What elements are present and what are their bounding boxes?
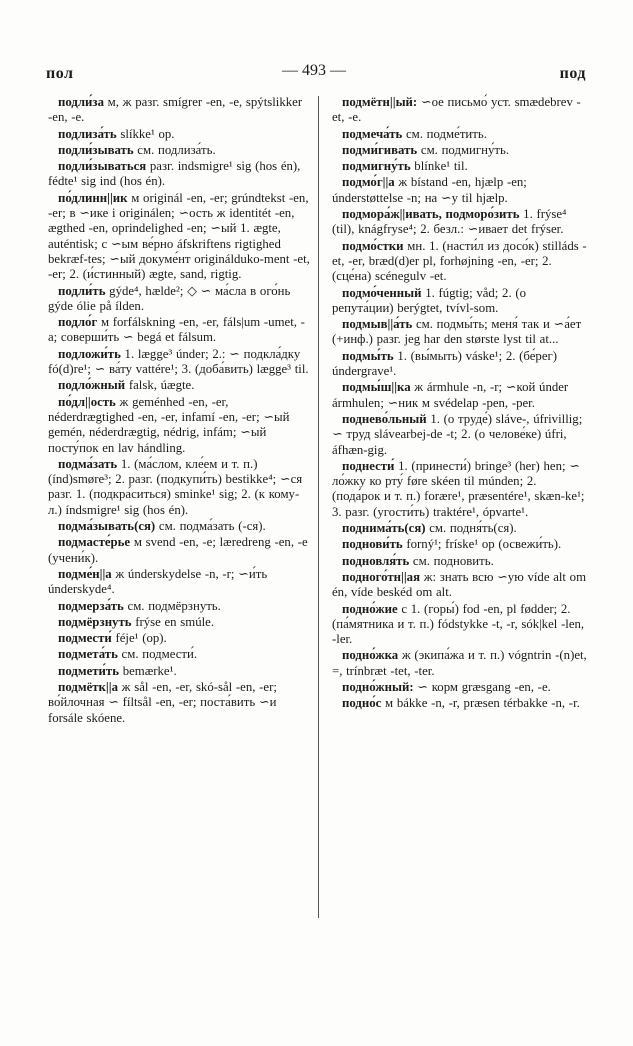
entry-definition: bemærke¹. (119, 663, 177, 678)
dictionary-entry (332, 680, 588, 695)
entry-headword: подмо́стки (342, 238, 404, 253)
entry-definition: blínke¹ til. (410, 159, 468, 174)
entry-definition: м, ж разг. smígrer -en, -e, spýtslikker -en, -e. (48, 95, 303, 125)
dictionary-entry (332, 412, 588, 458)
entry-headword: подложи́ть (58, 346, 121, 361)
dictionary-entry (332, 696, 588, 711)
dictionary-entry (332, 159, 588, 174)
dictionary-entry (332, 521, 588, 536)
entry-headword: подмети́ть (58, 663, 119, 678)
entry-headword: подно́жие (342, 601, 398, 616)
entry-headword: поднови́ть (342, 537, 403, 552)
entry-definition: ∽ое письмо́ уст. smædebrev -et, -e. (332, 95, 581, 125)
entry-definition: с 1. (горы́) fod -en, pl fødder; 2. (па́мятника и т. п.) fódstykke -t, -r, sók|kel -len, -ler. (332, 601, 585, 647)
entry-definition: см. подмести́. (117, 647, 198, 662)
entry-headword: подлиза́ть (58, 126, 117, 141)
dictionary-entry (48, 143, 310, 158)
entry-definition: 1. (о труде́) sláve-, úfrivillig; ∽ труд slávearbej-de -t; 2. (о челове́ке) úfri, áfhæn-gig. (332, 411, 583, 457)
entry-definition: ∽ корм græsgang -en, -e. (413, 679, 551, 694)
entry-definition: 1. (принести́) bringe³ (her) hen; ∽ ло́жку ко рту́ føre skéen til múnden; 2. (пода́рок и т. п.) forære¹, præsentére¹, skæn-ke¹; 3. разг. (угости́ть) traktére¹, ópvarte¹. (332, 458, 585, 519)
entry-definition: разг. indsmigre¹ sig (hos én), fédte¹ sig ind (hos én). (48, 159, 301, 189)
entry-definition: ж: знать всю ∽ую víde alt om én, víde beskéd om alt. (332, 569, 587, 600)
dictionary-entry (332, 239, 588, 285)
dictionary-entry (332, 602, 588, 648)
entry-headword: подмёрзнуть (58, 614, 132, 629)
dictionary-entry (332, 349, 588, 380)
dictionary-entry (332, 175, 588, 206)
entry-headword: подмеча́ть (342, 126, 403, 141)
entry-definition: см. подме́тить. (402, 126, 487, 141)
entry-definition: м originál -en, -er; grúndtekst -en, -er; в ∽ике i originálen; ∽ость ж identitét -en, ægthed -en, oprindelighed -en; ∽ый 1. ægte, auténtisk; с ∽ым ве́рно áfskriftens rigtighed bekræf-tes; ∽ый докуме́нт originálduko-ment -et, -er; 2. (и́стинный) ægte, sand, rigtig. (48, 190, 310, 282)
entry-headword: подно́жный: (342, 679, 414, 694)
left-column (48, 95, 310, 727)
dictionary-entry (332, 537, 588, 552)
entry-headword: поднево́льный (342, 411, 427, 426)
entry-headword: по́дл||ость (58, 394, 116, 409)
entry-headword: подмётк||а (58, 679, 118, 694)
entry-definition: мн. 1. (насти́л из досо́к) stilláds -et, -er, bræd(d)er pl, forhøjning -en, -er; 2. (сце́на) scénegulv -et. (332, 238, 587, 284)
dictionary-entry (332, 459, 588, 520)
entry-headword: подмо́ченный (342, 285, 422, 300)
dictionary-entry (48, 95, 310, 126)
page-number: — 493 — (282, 62, 346, 79)
dictionary-entry (332, 286, 588, 317)
entry-definition: см. подмигну́ть. (417, 142, 510, 157)
entry-headword: поднести́ (342, 458, 395, 473)
dictionary-entry (48, 127, 310, 142)
dictionary-entry (332, 317, 588, 348)
right-column (332, 95, 588, 713)
dictionary-entry (48, 315, 310, 346)
entry-headword: подмо́г||а (342, 175, 395, 190)
entry-headword: подно́жка (342, 648, 399, 663)
entry-headword: подмыв||а́ть (342, 317, 413, 332)
entry-definition: ж únderskydelse -n, -r; ∽и́ть únderskyde⁴. (48, 566, 268, 597)
entry-headword: подмести́ (58, 631, 112, 646)
entry-headword: подма́зывать(ся) (58, 519, 156, 534)
dictionary-entry (48, 519, 310, 534)
entry-definition: ж geménhed -en, -er, néderdrægtighed -en, -er, infamí -en, -er; ∽ый gemén, néderdrægtig, nédrig, infám; ∽ый посту́пок en lav hándling. (48, 394, 290, 455)
entry-headword: подмора́ж||ивать, подморо́зить (342, 207, 520, 222)
dictionary-entry (48, 347, 310, 378)
entry-headword: подмётн||ый: (342, 95, 418, 109)
entry-definition: féje¹ (op). (111, 631, 167, 646)
entry-headword: подме́н||а (58, 566, 112, 581)
entry-definition: ж sål -en, -er, skó-sål -en, -er; во́йлочная ∽ fíltsål -en, -er; поста́вить ∽и forsále skóene. (48, 679, 277, 725)
dictionary-entry (332, 570, 588, 601)
entry-definition: 1. lægge³ únder; 2.: ∽ подкла́дку fó(d)re¹; ∽ ва́ту vattére¹; 3. (доба́вить) lægge³ til. (48, 346, 309, 377)
dictionary-entry (332, 127, 588, 142)
dictionary-entry (332, 143, 588, 158)
entry-definition: см. подмёрзнуть. (123, 598, 221, 613)
dictionary-entry (48, 631, 310, 646)
dictionary-entry (48, 395, 310, 456)
entry-headword: подли́за (58, 95, 104, 109)
dictionary-entry (332, 207, 588, 238)
entry-definition: см. подмы́ть; меня́ так и ∽а́ет (+инф.) разг. jeg har den største lyst til at... (332, 317, 582, 347)
entry-headword: подло́жный (58, 378, 126, 393)
dictionary-entry (48, 680, 310, 726)
dictionary-entry (48, 378, 310, 393)
entry-definition: forný¹; fríske¹ op (освежи́ть). (402, 537, 562, 552)
dictionary-entry (48, 457, 310, 518)
entry-definition: ж (экипа́жа и т. п.) vógntrin -(n)et, =, trínbræt -tet, -ter. (332, 648, 587, 678)
entry-headword: подли́зывать (58, 142, 134, 157)
entry-definition: см. подня́ть(ся). (425, 521, 517, 536)
dictionary-entry (48, 615, 310, 630)
dictionary-entry (48, 284, 310, 315)
dictionary-entry (332, 95, 588, 126)
right-running-headword: под (559, 65, 586, 82)
entry-headword: подмета́ть (58, 647, 118, 662)
page-header (46, 62, 586, 84)
entry-definition: м svend -en, -e; læredreng -en, -e (учени́к). (48, 535, 308, 565)
dictionary-entry (48, 535, 310, 566)
entry-definition: ж ármhule -n, -r; ∽кой únder ármhulen; ∽ник м svédelap -pen, -per. (332, 380, 569, 410)
entry-definition: 1. (вы́мыть) váske¹; 2. (бе́рег) úndergrave¹. (332, 348, 558, 379)
entry-definition: slíkke¹ op. (116, 126, 175, 141)
left-running-headword: пол (46, 65, 74, 82)
entry-headword: подли́зываться (58, 159, 147, 174)
entry-definition: м bákke -n, -r, præsen térbakke -n, -r. (381, 696, 580, 711)
dictionary-entry (48, 599, 310, 614)
entry-headword: подло́г (58, 315, 98, 330)
entry-headword: подновля́ть (342, 553, 410, 568)
entry-headword: подного́тн||ая (342, 569, 420, 584)
entry-definition: м forfálskning -en, -er, fáls|um -umet, -a; соверши́ть ∽ begá et fálsum. (48, 315, 305, 345)
dictionary-entry (48, 567, 310, 598)
entry-headword: подмы́ть (342, 348, 394, 363)
dictionary-entry (48, 647, 310, 662)
entry-headword: подмы́ш||ка (342, 380, 411, 395)
entry-headword: поднима́ть(ся) (342, 521, 426, 536)
dictionary-entry (332, 554, 588, 569)
entry-definition: см. подновить. (409, 553, 494, 568)
entry-definition: falsk, úægte. (125, 378, 195, 393)
entry-headword: подмерза́ть (58, 598, 124, 613)
entry-definition: см. подлиза́ть. (133, 142, 216, 157)
entry-headword: подно́с (342, 696, 382, 711)
entry-definition: frýse en smúle. (131, 614, 215, 629)
entry-headword: подмигну́ть (342, 159, 411, 174)
column-divider (318, 96, 319, 918)
dictionary-entry (48, 664, 310, 679)
entry-headword: по́длинн||ик (58, 190, 128, 205)
dictionary-entry (332, 648, 588, 679)
entry-headword: подмасте́рье (58, 535, 131, 550)
entry-definition: 1. fúgtig; våd; 2. (о репута́ции) berýgtet, tvívl-som. (332, 285, 527, 315)
dictionary-entry (48, 159, 310, 190)
entry-definition: gýde⁴, hælde²; ◇ ∽ ма́сла в ого́нь gýde ólie på ílden. (48, 283, 291, 313)
entry-definition: см. подма́зать (-ся). (155, 519, 266, 534)
entry-definition: 1. (ма́слом, кле́ем и т. п.) (índ)smøre³; 2. разг. (подкупи́ть) bestikke⁴; ∽ся разг. 1. (подкра́ситься) sminke¹ sig; 2. (к кому-л.) índsmigre¹ sig (hos én). (48, 456, 303, 517)
entry-headword: подма́зать (58, 456, 118, 471)
entry-headword: подми́гивать (342, 142, 418, 157)
entry-definition: 1. frýse⁴ (til), knágfryse⁴; 2. безл.: ∽ивает det frýser. (332, 207, 567, 237)
entry-definition: ж bístand -en, hjælp -en; únderstøttelse -n; на ∽у til hjælp. (332, 175, 527, 205)
entry-headword: подли́ть (58, 283, 106, 298)
dictionary-entry (48, 191, 310, 283)
dictionary-entry (332, 380, 588, 411)
